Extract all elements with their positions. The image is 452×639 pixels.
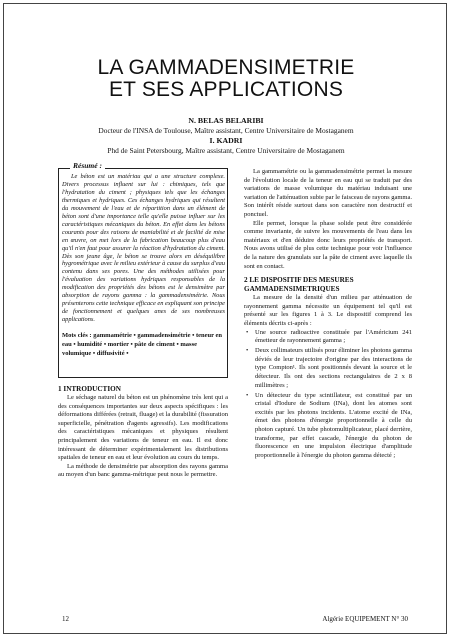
keywords-text: gammamétrie • gammadensimétrie • teneur en eau • humidité • mortier • pâte de ciment • masse volumique • diffusivité • bbox=[62, 332, 223, 357]
title-line-1: LA GAMMADENSIMETRIE bbox=[97, 56, 355, 79]
section-2-heading: 2 LE DISPOSITIF DES MESURES GAMMADENSIMETRIQUES bbox=[244, 276, 354, 294]
author-1-affiliation: Docteur de l'INSA de Toulouse, Maître assistant, Centre Universitaire de Mostaganem bbox=[98, 126, 354, 135]
right-paragraph-3: La mesure de la densité d'un milieu par atténuation de rayonnement gamma nécessite un équipement tel qu'il est présenté sur les figures 1 à 3. Le dispositif comprend les éléments décrits ci-après : bbox=[244, 294, 412, 327]
abstract-label: Résumé : bbox=[70, 161, 105, 170]
author-1: N. BELAS BELARIBI bbox=[188, 116, 264, 125]
section-1-heading: 1 INTRODUCTION bbox=[58, 385, 121, 393]
abstract-text bbox=[62, 173, 225, 324]
author-2: I. KADRI bbox=[209, 136, 243, 145]
right-paragraph-1: La gammamétrie ou la gammadensimétrie permet la mesure de l'évolution locale de la teneur en eau qui se traduit par des variations de masse volumique du matériau induisant une variation de l'atténuation subie par le faisceau de rayons gamma. Son intérêt réside surtout dans son caractère non destructif et ponctuel. bbox=[244, 168, 412, 218]
right-paragraph-2: Elle permet, lorsque la phase solide peut être considérée comme invariante, de suivre les mouvements de l'eau dans les matériaux et d'en déduire donc leurs propriétés de transport. Nous avons utilisé de plus cette technique pour voir l'influence de la nature des granulats sur la pâte de ciment avec laquelle ils sont en contact. bbox=[244, 219, 412, 270]
list-item-text: Une source radioactive constituée par l'Américium 241 émetteur de rayonnement gamma ; bbox=[255, 328, 412, 345]
keywords-label: Mots clés : bbox=[62, 332, 92, 339]
list-item: • Deux collimateurs utilisés pour éliminer les photons gamma déviés de leur trajectoire d'origine par des interactions de type Compton¹. Ils sont positionnés devant la source et le détecteur. Ils ont des sections rectangulaires de 2 x 8 millimètres ; bbox=[246, 347, 412, 389]
journal-name: Algérie EQUIPEMENT N° 30 bbox=[322, 615, 408, 623]
equipment-list bbox=[244, 329, 412, 461]
list-item-text: Deux collimateurs utilisés pour éliminer les photons gamma déviés de leur trajectoire d'origine par des interactions de type Compton¹. Ils sont positionnés devant la source et le détecteur. Ils ont des sections rectangulaires de 2 x 8 millimètres ; bbox=[255, 347, 412, 389]
section-1-paragraph-2: La méthode de densimétrie par absorption des rayons gamma au moyen d'un banc gamma-métrique peut nous le permettre. bbox=[58, 462, 228, 479]
section-1-paragraph-1: Le séchage naturel du béton est un phénomène très lent qui a des conséquences importantes sur deux aspects spécifiques : les déformations différées (retrait, fluage) et la durabilité (fissuration superficielle, pénétration d'agents agressifs). Les modifications des caractéristiques mécaniques et physiques résultent principalement des variations de teneur en eau. Il est donc intéressant de déterminer expérimentalement les distributions spatiales de teneur en eau et leur évolution au cours du temps. bbox=[58, 394, 228, 462]
list-item-text: Un détecteur du type scintillateur, est constitué par un cristal d'Iodure de Sodium (INa), dont les atomes sont excités par les photons incidents. L'atome excité de INa, émet des photons d'énergie proportionnelle à celle du photon capturé. Un tube photomultiplicateur, placé derrière, transforme, par effet cascade, l'énergie du photon de fluorescence en une impulsion électrique d'amplitude proportionnelle à l'énergie du photon gamma détecté ; bbox=[255, 391, 412, 459]
page-number: 12 bbox=[62, 615, 69, 623]
abstract-body: Le béton est un matériau qui a une structure complexe. Divers processus influent sur lui : chimiques, tels que l'hydratation du ciment ; physiques tels que les échanges thermiques et hydriques. Ces échanges hydriques qui résultent du mouvement de l'eau et de répartition dans un élément de béton sont d'une importance telle qu'elle puisse influer sur les caractéristiques mécaniques du béton. En effet dans les bétons courants pour des raisons de maniabilité et de facilité de mise en œuvre, on met lors de la fabrication beaucoup plus d'eau qu'il n'en faut pour assurer la réaction d'hydratation du ciment. Dès son jeune âge, le béton se trouve alors en déséquilibre hygrométrique avec le milieu extérieur à cause du surplus d'eau contenu dans ses pores. Une des méthodes utilisées pour l'évaluation des variations hydriques responsables de la modification des propriétés des bétons est le densimètre par absorption de rayons gamma : la gammadensimétrie. Nous présenterons cette technique efficace en expliquant son principe de fonctionnement et quelques anes de ses nombreuses applications. bbox=[62, 173, 225, 324]
right-column bbox=[244, 168, 412, 462]
keywords bbox=[62, 331, 225, 358]
list-item: • Une source radioactive constituée par l'Américium 241 émetteur de rayonnement gamma ; bbox=[246, 328, 412, 345]
left-column bbox=[58, 380, 228, 480]
author-2-affiliation: Phd de Saint Petersbourg, Maître assistant, Centre Universitaire de Mostaganem bbox=[107, 146, 345, 155]
list-item: • Un détecteur du type scintillateur, est constitué par un cristal d'Iodure de Sodium (INa), dont les atomes sont excités par les photons incidents. L'atome excité de INa, émet des photons d'énergie proportionnelle à celle du photon capturé. Un tube photomultiplicateur, placé derrière, transforme, par effet cascade, l'énergie du photon de fluorescence en une impulsion électrique d'amplitude proportionnelle à l'énergie du photon gamma détecté ; bbox=[246, 391, 412, 459]
title-line-2: ET SES APPLICATIONS bbox=[108, 78, 344, 101]
